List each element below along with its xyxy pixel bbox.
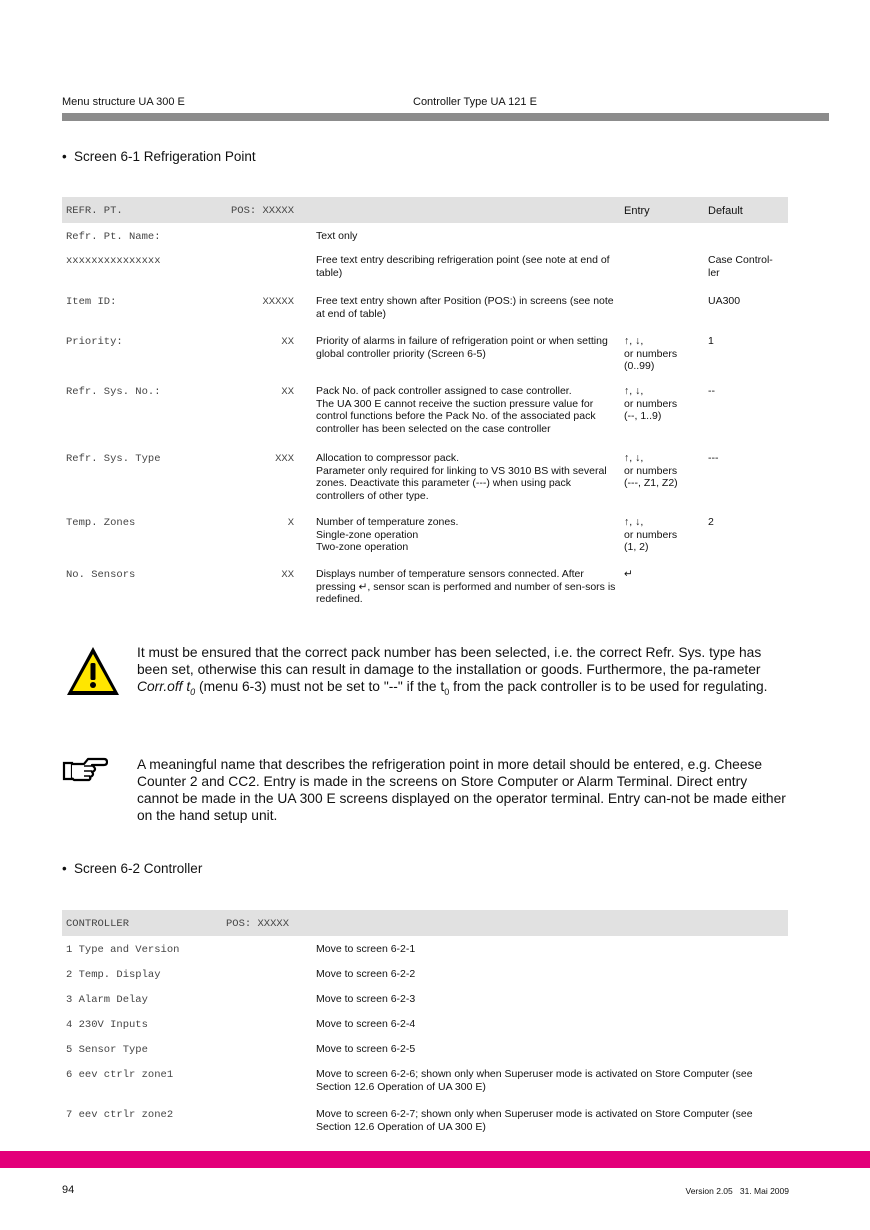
header-entry: Entry: [624, 205, 650, 217]
menu-item: 3 Alarm Delay: [66, 994, 148, 1006]
warning-text-part: (menu 6-3) must not be set to "--" if the t: [195, 679, 445, 694]
header-screen-name: REFR. PT.: [66, 205, 123, 217]
table-row: [62, 295, 788, 335]
param-default: ---: [708, 452, 719, 464]
param-name: Refr. Sys. No.:: [66, 386, 161, 398]
menu-item: 2 Temp. Display: [66, 969, 161, 981]
table-row: [62, 943, 788, 968]
param-name: Priority:: [66, 336, 123, 348]
param-description: Text only: [316, 230, 358, 242]
subscript: 0: [190, 686, 196, 697]
footer-accent-bar: [0, 1151, 870, 1168]
warning-text-part: from the pack controller is to be used for regulating.: [449, 679, 768, 694]
param-entry: ↑, ↓, or numbers (0..99): [624, 335, 678, 372]
table-row: [62, 568, 788, 608]
table-row: [62, 1068, 788, 1108]
menu-item: 5 Sensor Type: [66, 1044, 148, 1056]
warning-param-name: Corr.off t: [137, 679, 191, 694]
table-header: [62, 910, 788, 936]
param-name: Refr. Pt. Name:: [66, 231, 161, 243]
param-description: Priority of alarms in failure of refrigeration point or when setting global controller priority (Screen 6-5): [316, 335, 608, 360]
warning-triangle-icon: [65, 645, 121, 697]
table-header: [62, 197, 788, 223]
table-row: [62, 452, 788, 516]
table-row: [62, 1108, 788, 1138]
table-row: [62, 516, 788, 568]
param-entry: ↑, ↓, or numbers (--, 1..9): [624, 385, 678, 422]
refrigeration-point-table: [62, 197, 788, 608]
menu-item-description: Move to screen 6-2-7; shown only when Superuser mode is activated on Store Computer (see Section 12.6 Operation of UA 300 E): [316, 1108, 753, 1133]
param-value: XX: [281, 386, 294, 398]
menu-item-description: Move to screen 6-2-4: [316, 1018, 416, 1030]
menu-item: 6 eev ctrlr zone1: [66, 1069, 174, 1081]
param-entry: ↵: [624, 568, 633, 580]
header-doc-title: Menu structure UA 300 E: [62, 96, 185, 108]
param-entry: ↑, ↓, or numbers (---, Z1, Z2): [624, 452, 678, 489]
param-value: XX: [281, 336, 294, 348]
pointing-hand-icon: [62, 757, 108, 783]
table-row: [62, 1018, 788, 1043]
param-description: Number of temperature zones. Single-zone operation Two-zone operation: [316, 516, 459, 553]
header-position: POS: XXXXX: [230, 205, 294, 217]
param-default: --: [708, 385, 715, 397]
header-controller-type: Controller Type UA 121 E: [413, 96, 537, 108]
bullet: •: [62, 149, 67, 164]
param-name: xxxxxxxxxxxxxxx: [66, 255, 161, 267]
param-value: XX: [281, 569, 294, 581]
param-description: Free text entry shown after Position (POS:) in screens (see note at end of table): [316, 295, 614, 320]
menu-item-description: Move to screen 6-2-2: [316, 968, 416, 980]
param-default: Case Control- ler: [708, 254, 773, 279]
warning-text-part: It must be ensured that the correct pack number has been selected, i.e. the correct Refr. Sys. type has been set, otherwise this can result in damage to the installation or goods. Furthermore, the pa-rameter: [137, 645, 762, 677]
table-row: [62, 1043, 788, 1068]
menu-item-description: Move to screen 6-2-3: [316, 993, 416, 1005]
param-name: No. Sensors: [66, 569, 136, 581]
controller-table: [62, 910, 788, 1138]
param-default: UA300: [708, 295, 741, 307]
table-row: [62, 254, 788, 295]
table-row: [62, 968, 788, 993]
param-value: XXX: [275, 453, 294, 465]
param-description: Allocation to compressor pack. Parameter only required for linking to VS 3010 BS with several zones. Deactivate this parameter (---) when using pack controllers of other type.: [316, 452, 607, 502]
menu-item: 4 230V Inputs: [66, 1019, 148, 1031]
param-name: Refr. Sys. Type: [66, 453, 161, 465]
header-screen-name: CONTROLLER: [66, 918, 130, 930]
menu-item-description: Move to screen 6-2-6; shown only when Superuser mode is activated on Store Computer (see Section 12.6 Operation of UA 300 E): [316, 1068, 753, 1093]
header-position: POS: XXXXX: [226, 918, 290, 930]
param-default: 2: [708, 516, 714, 528]
section-title: Screen 6-1 Refrigeration Point: [74, 149, 256, 164]
note-text: A meaningful name that describes the refrigeration point in more detail should be entered, e.g. Cheese Counter 2 and CC2. Entry is made in the screens on Store Computer or Alarm Terminal. Direct entry cannot be made in the UA 300 E screens displayed on the operator terminal. Entry can-not be made either on the hand setup unit.: [137, 757, 786, 823]
param-description: Free text entry describing refrigeration point (see note at end of table): [316, 254, 610, 279]
param-default: 1: [708, 335, 714, 347]
warning-text: [137, 644, 792, 701]
param-entry: ↑, ↓, or numbers (1, 2): [624, 516, 678, 553]
section-heading-6-2: [62, 861, 202, 876]
version-date: Version 2.05 31. Mai 2009: [685, 1186, 789, 1196]
header-default: Default: [708, 205, 743, 217]
header-divider: [62, 113, 829, 121]
table-row: [62, 230, 788, 254]
menu-item-description: Move to screen 6-2-5: [316, 1043, 416, 1055]
menu-item: 1 Type and Version: [66, 944, 180, 956]
menu-item: 7 eev ctrlr zone2: [66, 1109, 174, 1121]
param-description: Pack No. of pack controller assigned to case controller. The UA 300 E cannot receive the suction pressure value for control functions before the Pack No. of the associated pack controller has been selected on the case controller: [316, 385, 596, 435]
section-title: Screen 6-2 Controller: [74, 861, 203, 876]
table-row: [62, 993, 788, 1018]
param-value: X: [287, 517, 294, 529]
menu-item-description: Move to screen 6-2-1: [316, 943, 416, 955]
table-row: [62, 335, 788, 385]
param-value: XXXXX: [262, 296, 294, 308]
page-number: 94: [62, 1184, 75, 1196]
param-name: Item ID:: [66, 296, 117, 308]
bullet: •: [62, 861, 67, 876]
subscript: 0: [444, 686, 450, 697]
param-name: Temp. Zones: [66, 517, 136, 529]
section-heading-6-1: [62, 149, 256, 164]
param-description: Displays number of temperature sensors connected. After pressing ↵, sensor scan is performed and number of sen-sors is redefined.: [316, 568, 616, 605]
table-row: [62, 385, 788, 452]
